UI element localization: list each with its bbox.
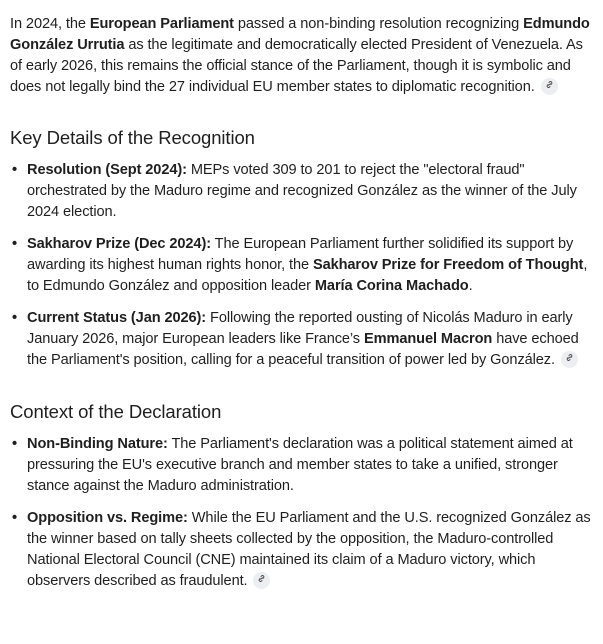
link-icon bbox=[545, 80, 554, 89]
list-item bbox=[10, 508, 593, 592]
bold-sakharov-prize: Sakharov Prize for Freedom of Thought bbox=[312, 257, 584, 273]
item-label: Sakharov Prize (Dec 2024): bbox=[27, 236, 211, 252]
item-label: Non-Binding Nature: bbox=[27, 436, 168, 452]
bullet: • bbox=[12, 236, 18, 252]
item-text: The Parliament's declaration was a political statement aimed at pressuring the EU's executive branch and member states to take a unified, stronger stance against the Maduro administration. bbox=[27, 436, 573, 494]
item-text: While the EU Parliament and the U.S. recognized González as the winner based on tally sheets collected by the opposition, the Maduro-controlled National Electoral Council (CNE) maintained its claim of a Maduro victory, which observers described as fraudulent. bbox=[27, 510, 591, 589]
link-icon bbox=[565, 353, 574, 362]
section-heading-context: Context of the Declaration bbox=[10, 401, 222, 422]
item-text: have echoed the Parliament's position, calling for a peaceful transition of power led by González. bbox=[27, 331, 579, 368]
item-text: Following the reported ousting of Nicolás Maduro in early January 2026, major European leaders like France’s bbox=[27, 310, 573, 347]
item-label: Opposition vs. Regime: bbox=[27, 510, 188, 526]
intro-text: In 2024, the bbox=[10, 16, 90, 32]
item-text: , to Edmundo González and opposition leader bbox=[27, 257, 588, 294]
bold-macron: Emmanuel Macron bbox=[363, 331, 493, 347]
bold-european-parliament: European Parliament bbox=[89, 16, 234, 32]
bold-gonzalez: Edmundo González Urrutia bbox=[10, 16, 590, 53]
list-item bbox=[10, 308, 593, 371]
item-text: The European Parliament further solidified its support by awarding its highest human rights honor, the bbox=[27, 236, 574, 273]
section-heading-key-details: Key Details of the Recognition bbox=[10, 127, 255, 148]
bold-machado: María Corina Machado bbox=[314, 278, 469, 294]
item-text: MEPs voted 309 to 201 to reject the "electoral fraud" orchestrated by the Maduro regime and recognized González as the winner of the July 2024 election. bbox=[27, 162, 577, 220]
item-label: Resolution (Sept 2024): bbox=[27, 162, 187, 178]
item-label: Current Status (Jan 2026): bbox=[27, 310, 207, 326]
intro-paragraph bbox=[10, 14, 593, 98]
item-text: . bbox=[468, 278, 473, 294]
link-icon bbox=[257, 574, 266, 583]
context-list bbox=[10, 434, 593, 592]
source-link-button[interactable] bbox=[541, 78, 558, 95]
bullet: • bbox=[12, 436, 18, 452]
list-item bbox=[10, 434, 593, 497]
bullet: • bbox=[12, 162, 18, 178]
intro-text: passed a non-binding resolution recognizing bbox=[233, 16, 524, 32]
bullet: • bbox=[12, 510, 18, 526]
bullet: • bbox=[12, 310, 18, 326]
source-link-button[interactable] bbox=[253, 572, 270, 589]
list-item bbox=[10, 234, 593, 297]
intro-text: as the legitimate and democratically elected President of Venezuela. As of early 2026, this remains the official stance of the Parliament, though it is symbolic and does not legally bind the 27 individual EU member states to diplomatic recognition. bbox=[10, 37, 583, 95]
key-details-list bbox=[10, 160, 593, 371]
list-item bbox=[10, 160, 593, 223]
source-link-button[interactable] bbox=[561, 351, 578, 368]
